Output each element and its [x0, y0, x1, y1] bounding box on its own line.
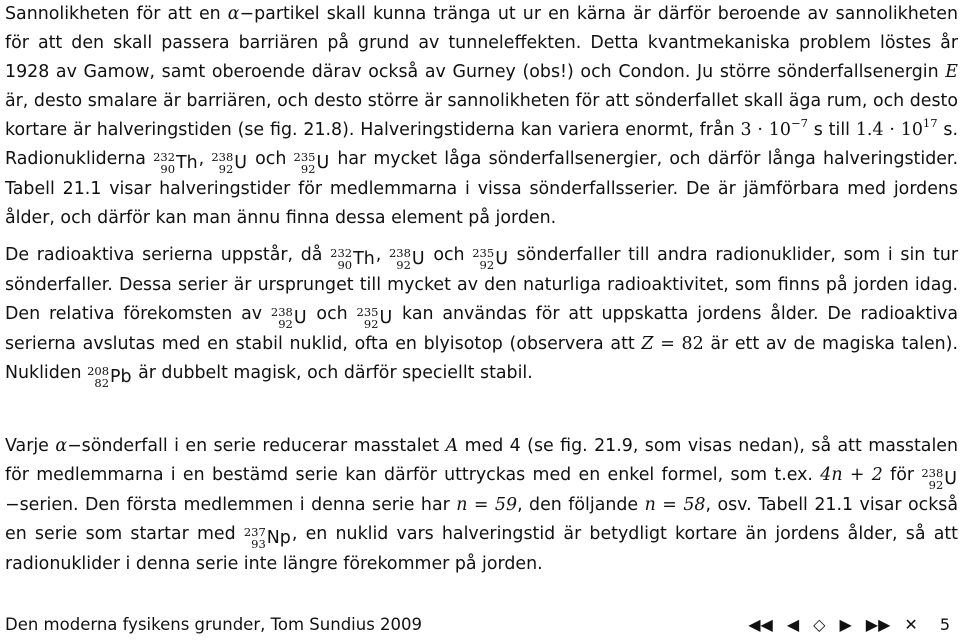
- paragraph-1: [5, 0, 958, 233]
- nuclide-u235: [472, 247, 508, 271]
- mass-number: 238: [921, 466, 944, 480]
- element-symbol: Np: [266, 528, 291, 548]
- next-page-icon[interactable]: ▶: [839, 614, 852, 634]
- exponent: 17: [922, 116, 938, 130]
- atomic-number: 92: [479, 258, 495, 272]
- nuclide-th232: [330, 247, 375, 271]
- text: är, desto smalare är barriären, och desto större är sannolikheten för att sönderfallet skall äga rum, och desto kortare är halveringstiden (se fig. 21.8). Halveringstiderna kan variera enormt, från: [5, 91, 958, 140]
- text: −partikel skall kunna tränga ut ur en kärna är därför beroende av sannolikheten för att den skall passera barriären på grund av tunneleffekten. Detta kvantmekaniska problem löstes år 1928 av Gamow, samt oberoende därav också av Gurney (obs!) och Condon. Ju större sönderfallsenergin: [5, 4, 958, 82]
- atomic-number: 92: [396, 258, 411, 272]
- text: −serien. Den första medlemmen i denna serie har: [5, 495, 457, 515]
- previous-page-icon[interactable]: ◀: [786, 614, 800, 634]
- diamond-icon[interactable]: ◇: [813, 614, 826, 634]
- element-symbol: U: [495, 249, 508, 269]
- first-page-icon[interactable]: ◀◀: [748, 614, 773, 634]
- half-life-max: 1.4 · 10: [855, 120, 923, 140]
- atomic-number: 92: [363, 317, 379, 331]
- text: Sannolikheten för att en: [5, 4, 228, 24]
- text: är dubbelt magisk, och därför speciellt stabil.: [132, 363, 533, 383]
- text: för: [882, 465, 922, 485]
- element-symbol: U: [411, 249, 425, 269]
- nuclide-u238: [921, 467, 957, 491]
- atomic-number: 92: [278, 317, 293, 331]
- text: och: [307, 304, 357, 324]
- text: och: [248, 149, 294, 169]
- text: ,: [198, 149, 212, 169]
- element-symbol: Pb: [110, 367, 132, 387]
- text: s. Radionukliderna: [5, 120, 958, 169]
- alpha-symbol: α: [55, 436, 68, 456]
- nuclide-u235: [357, 306, 393, 330]
- nuclide-u238: [271, 306, 307, 330]
- element-symbol: U: [379, 308, 393, 328]
- text: , en nuklid vars halveringstid är betydligt kortare än jordens ålder, så att radionuklider i denna serie inte längre förekommer på jorden.: [5, 524, 958, 574]
- mass-number: 208: [87, 364, 110, 378]
- atomic-number: 90: [337, 258, 353, 272]
- text: −sönderfall i en serie reducerar masstalet: [67, 436, 446, 456]
- text: s till: [807, 120, 856, 140]
- nuclide-th232: [153, 151, 198, 175]
- mass-number: 232: [330, 246, 353, 260]
- text: ,: [375, 245, 389, 265]
- navigation-controls: [748, 615, 950, 634]
- mass-number-symbol: A: [445, 436, 459, 456]
- mass-number: 238: [388, 246, 411, 260]
- text: , osv. Tabell 21.1 visar också en serie som startar med: [5, 495, 958, 544]
- page-footer: [5, 612, 950, 636]
- nuclide-pb208: [87, 365, 131, 389]
- paragraph-2: [5, 241, 958, 389]
- text: sönderfaller till andra radionuklider, som i sin tur sönderfaller. Dessa serier är ursprunget till mycket av den naturliga radioaktivitet, som finns på jorden idag. Den relativa förekomsten av: [5, 245, 959, 324]
- atomic-number: 92: [928, 478, 944, 492]
- nuclide-u235: [294, 151, 330, 175]
- element-symbol: U: [944, 469, 957, 489]
- element-symbol: U: [293, 308, 307, 328]
- page-number: 5: [939, 614, 950, 634]
- element-symbol: U: [316, 153, 330, 173]
- atomic-number: 90: [160, 162, 176, 176]
- atomic-number: 92: [300, 162, 316, 176]
- mass-number: 237: [243, 525, 266, 539]
- nuclide-np237: [244, 526, 291, 550]
- text: Varje: [5, 436, 56, 456]
- exponent: −7: [790, 116, 808, 130]
- magic-number: = 82: [653, 334, 704, 354]
- text: och: [425, 245, 473, 265]
- text: kan användas för att uppskatta jordens ålder. De radioaktiva serierna avslutas med en stabil nuklid, ofta en blyisotop (observera att: [5, 304, 958, 354]
- mass-number: 235: [356, 305, 379, 319]
- atomic-number: 82: [94, 376, 110, 390]
- atomic-number: 93: [251, 537, 266, 551]
- footer-title: Den moderna fysikens grunder, Tom Sundius 2009: [5, 614, 423, 634]
- element-symbol: Th: [176, 153, 198, 173]
- mass-number: 238: [270, 305, 293, 319]
- text: är ett av de magiska talen). Nukliden: [5, 334, 958, 383]
- nuclide-u238: [211, 151, 247, 175]
- mass-number: 235: [472, 246, 495, 260]
- alpha-symbol: α: [227, 4, 240, 24]
- mass-number: 238: [211, 150, 234, 164]
- n-value: n = 58: [644, 495, 706, 515]
- mass-number: 232: [153, 150, 176, 164]
- close-icon[interactable]: ✕: [904, 614, 918, 634]
- mass-number: 235: [293, 150, 316, 164]
- z-symbol: Z: [641, 334, 654, 354]
- atomic-number: 92: [218, 162, 234, 176]
- element-symbol: Th: [353, 249, 375, 269]
- paragraph-3: [5, 432, 958, 579]
- text: De radioaktiva serierna uppstår, då: [5, 245, 331, 265]
- text: , den följande: [517, 495, 645, 515]
- element-symbol: U: [234, 153, 248, 173]
- series-formula: 4n + 2: [820, 465, 883, 485]
- nuclide-u238: [389, 247, 425, 271]
- last-page-icon[interactable]: ▶▶: [865, 614, 891, 634]
- half-life-min: 3 · 10: [740, 120, 791, 140]
- n-value: n = 59: [456, 495, 518, 515]
- text: har mycket låga sönderfallsenergier, och därför långa halveringstider. Tabell 21.1 visar halveringstider för medlemmarna i vissa sönderfallsserier. De är jämförbara med jordens ålder, och därför kan man ännu finna dessa element på jorden.: [5, 149, 959, 228]
- energy-symbol: E: [945, 62, 958, 82]
- text: med 4 (se fig. 21.9, som visas nedan), så att masstalen för medlemmarna i en bestämd serie kan därför uttryckas med en enkel formel, som t.ex.: [5, 436, 958, 485]
